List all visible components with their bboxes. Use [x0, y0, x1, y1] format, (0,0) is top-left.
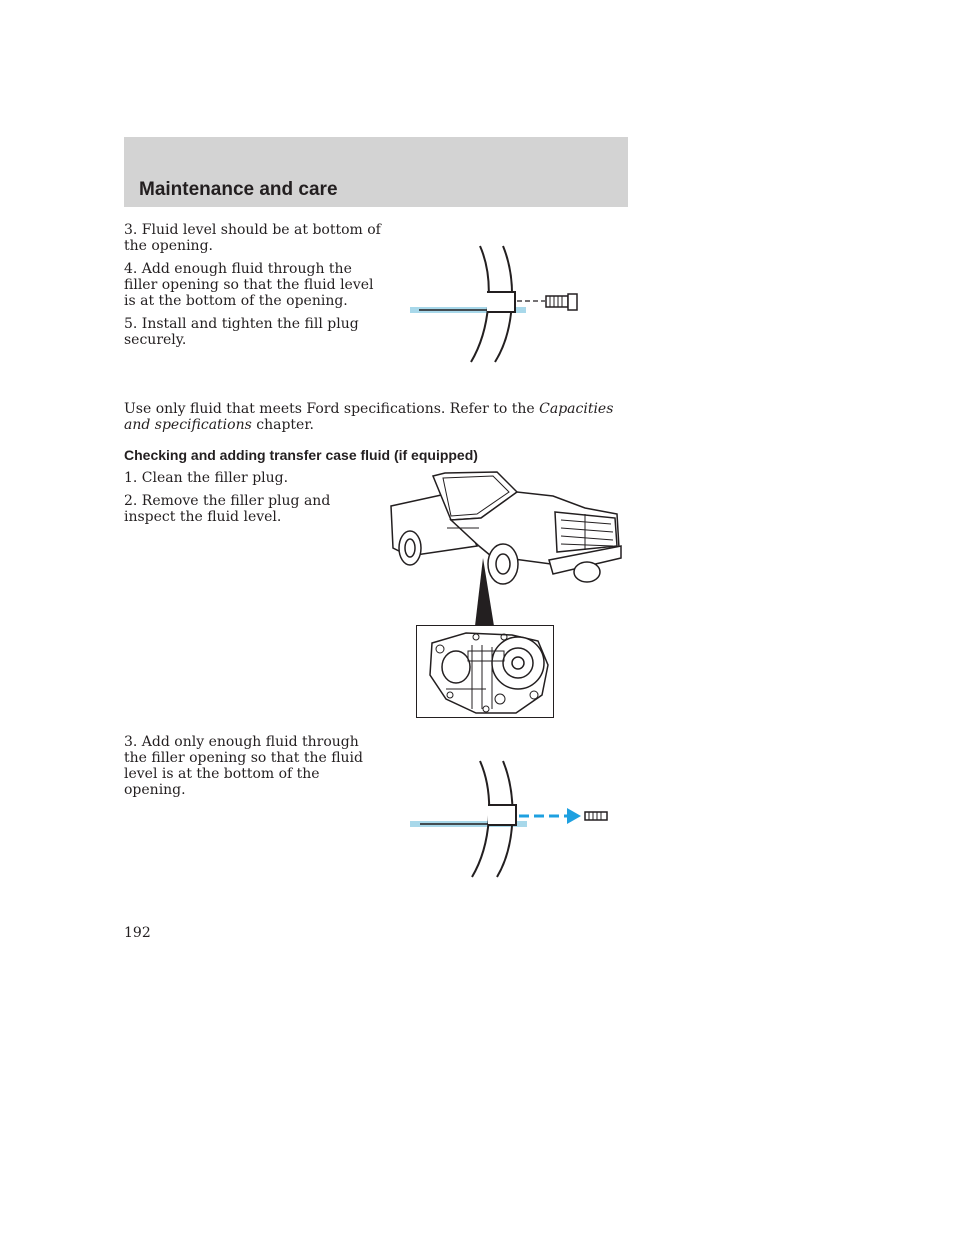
- fill-plug-icon: [546, 294, 577, 310]
- filler-opening: [488, 805, 516, 825]
- transfer-case-steps-list: [124, 470, 339, 532]
- pickup-truck-illustration: [385, 468, 625, 588]
- right-front-wheel: [574, 562, 600, 582]
- step-5-install-plug: 5. Install and tighten the fill plug securely.: [124, 316, 359, 348]
- filler-opening-illustration: [405, 240, 590, 368]
- removal-arrow-head: [567, 808, 581, 824]
- section-title: Maintenance and care: [139, 179, 338, 200]
- case-wall-inner: [472, 761, 489, 877]
- step-3-add-fluid: 3. Add only enough fluid through the filler opening so that the fluid level is at the bottom of the opening.: [124, 734, 363, 798]
- capacities-chapter-reference: Capacities and specifications: [124, 401, 614, 433]
- step-1-clean-plug: 1. Clean the filler plug.: [124, 470, 289, 486]
- transfer-case-heading: Checking and adding transfer case fluid (if equipped): [124, 447, 478, 463]
- step-4-add-fluid: 4. Add enough fluid through the filler opening so that the fluid level is at the bottom of the opening.: [124, 261, 374, 309]
- filler-opening: [487, 292, 515, 312]
- page-number: 192: [124, 925, 151, 941]
- transfer-case-illustration: [416, 625, 554, 718]
- fluid-spec-note: Use only fluid that meets Ford specifications. Refer to the Capacities and specifications chapter.: [124, 401, 614, 433]
- step-2-remove-plug: 2. Remove the filler plug and inspect the fluid level.: [124, 493, 331, 525]
- fill-plug-icon: [585, 812, 607, 820]
- filler-opening-arrow-illustration: [405, 755, 615, 883]
- fluid-steps-list: [124, 222, 384, 355]
- location-pointer: [470, 558, 500, 628]
- step-3-fluid-level: 3. Fluid level should be at bottom of the opening.: [124, 222, 381, 254]
- section-header: [124, 137, 628, 207]
- case-wall-inner: [471, 246, 489, 362]
